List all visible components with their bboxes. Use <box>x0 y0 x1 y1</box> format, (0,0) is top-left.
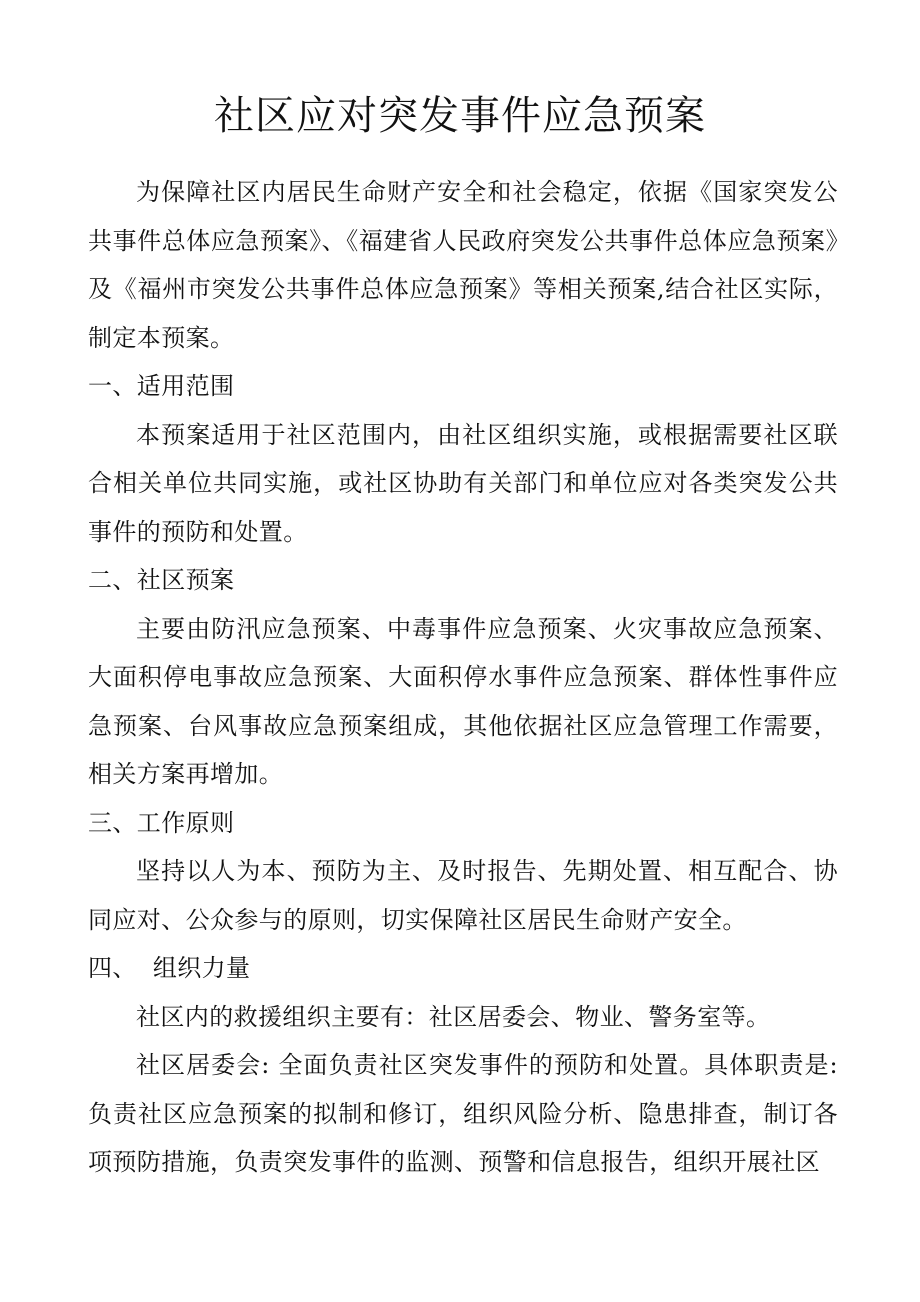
section-heading-organization: 四、 组织力量 <box>88 954 251 982</box>
section-paragraph-principles: 坚持以人为本、预防为主、及时报告、先期处置、相互配合、协同应对、公众参与的原则，切实保障社区居民生命财产安全。 <box>88 857 838 934</box>
intro-paragraph: 为保障社区内居民生命财产安全和社会稳定，依据《国家突发公共事件总体应急预案》、《福建省人民政府突发公共事件总体应急预案》及《福州市突发公共事件总体应急预案》等相关预案,结合社区实际，制定本预案。 <box>88 178 838 352</box>
document-title: 社区应对突发事件应急预案 <box>214 93 706 139</box>
section-heading-scope: 一、适用范围 <box>88 372 235 400</box>
section-paragraph-scope: 本预案适用于社区范围内，由社区组织实施，或根据需要社区联合相关单位共同实施，或社区协助有关部门和单位应对各类突发公共事件的预防和处置。 <box>88 420 838 546</box>
section-heading-community-plans: 二、社区预案 <box>88 566 235 594</box>
section-heading-principles: 三、工作原则 <box>88 808 235 837</box>
section-paragraph-organization-1: 社区内的救援组织主要有：社区居委会、物业、警务室等。 <box>136 1002 771 1031</box>
document-body <box>88 168 838 1187</box>
section-paragraph-organization-2: 社区居委会: 全面负责社区突发事件的预防和处置。具体职责是: 负责社区应急预案的拟制和修订，组织风险分析、隐患排查，制订各项预防措施，负责突发事件的监测、预警和信息报告，组织开展社区 <box>88 1051 838 1176</box>
section-paragraph-community-plans: 主要由防汛应急预案、中毒事件应急预案、火灾事故应急预案、大面积停电事故应急预案、大面积停水事件应急预案、群体性事件应急预案、台风事故应急预案组成，其他依据社区应急管理工作需要，相关方案再增加。 <box>88 614 838 788</box>
